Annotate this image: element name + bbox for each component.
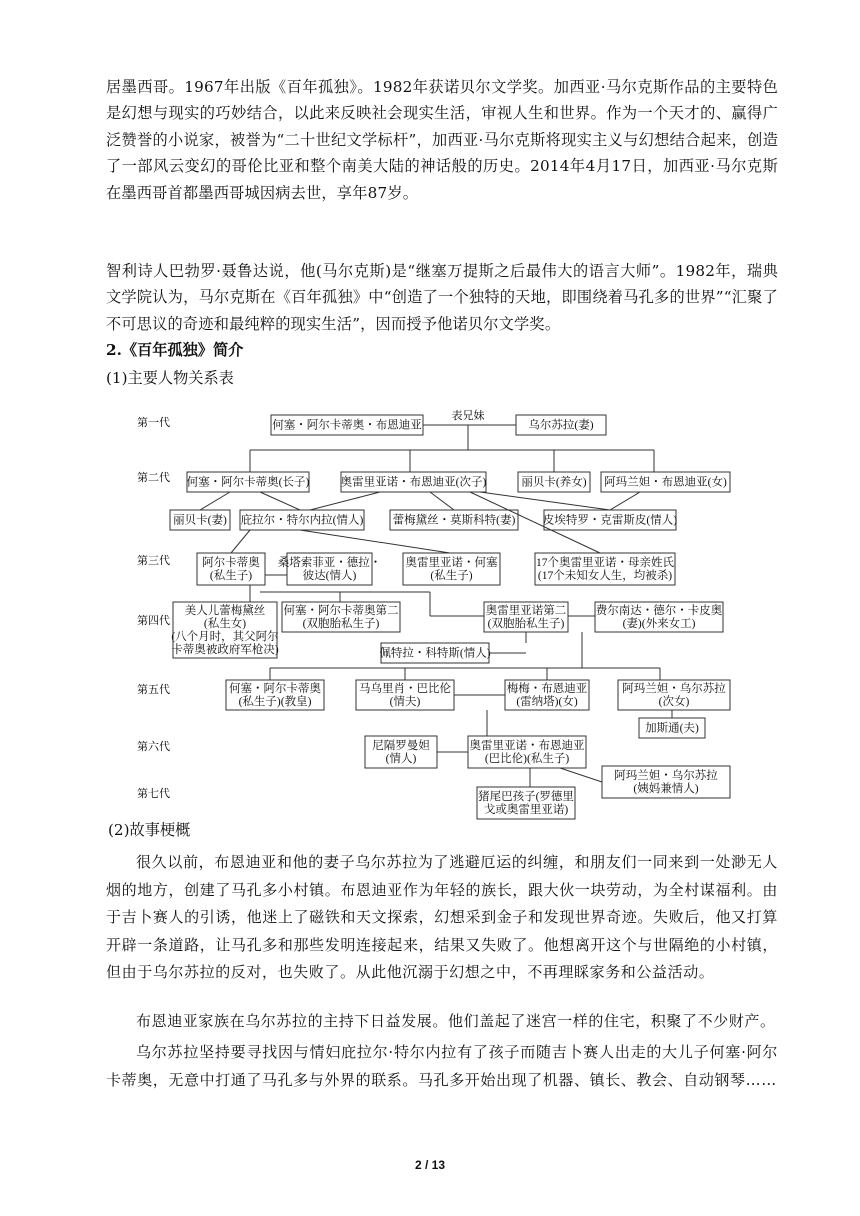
- page-number: 2 / 13: [414, 1158, 446, 1172]
- person-node-g3-aoh: [403, 553, 500, 585]
- svg-text:丽贝卡(养女): 丽贝卡(养女): [521, 476, 587, 489]
- svg-text:(妻)(外来女工): (妻)(外来女工): [622, 618, 696, 630]
- svg-text:何塞・阿尔卡蒂奥第二: 何塞・阿尔卡蒂奥第二: [283, 605, 399, 617]
- subsection-story-summary: (2)故事梗概: [108, 821, 191, 839]
- svg-text:猪尾巴孩子(罗德里: 猪尾巴孩子(罗德里: [478, 791, 574, 803]
- bio-paragraph-2: 智利诗人巴勃罗·聂鲁达说，他(马尔克斯)是“继塞万提斯之后最伟大的语言大师”。1982年，瑞典文学院认为，马尔克斯在《百年孤独》中“创造了一个独特的天地，即围绕着马孔多的世界”“汇聚了不可思议的奇迹和最纯粹的现实生活”，因而授予他诺贝尔文学奖。: [106, 262, 778, 333]
- svg-text:阿尔卡蒂奥: 阿尔卡蒂奥: [202, 557, 260, 569]
- svg-text:(八个月时，其父阿尔: (八个月时，其父阿尔: [171, 631, 279, 643]
- person-node-g5-mei: [505, 680, 589, 710]
- person-node-g4-mei: [171, 602, 279, 658]
- person-node-g2-lib: [518, 472, 590, 492]
- generation-label: 第三代: [137, 555, 170, 567]
- relation-line: [260, 492, 300, 510]
- svg-text:桑塔索菲亚・德拉・: 桑塔索菲亚・德拉・: [277, 557, 382, 569]
- svg-text:(私生子): (私生子): [430, 570, 473, 582]
- person-node-g6-ao: [468, 736, 586, 768]
- svg-text:(情人): (情人): [385, 753, 417, 765]
- generation-label: 第六代: [137, 741, 170, 753]
- relation-line: [200, 492, 230, 510]
- svg-text:何塞・阿尔卡蒂奥: 何塞・阿尔卡蒂奥: [229, 683, 321, 695]
- person-node-g5-mawu: [356, 680, 454, 710]
- relation-line: [430, 492, 454, 510]
- person-node-g7-pig: [477, 787, 575, 819]
- relation-line: [480, 492, 610, 510]
- person-node-g2-libq: [170, 510, 230, 530]
- person-node-g2-ama: [601, 472, 730, 492]
- svg-text:彼达(情人): 彼达(情人): [302, 570, 357, 582]
- person-node-g2-rem: [390, 510, 518, 530]
- generation-label: 第五代: [137, 684, 170, 696]
- relation-line: [560, 768, 602, 782]
- svg-text:马乌里肖・巴比伦: 马乌里肖・巴比伦: [359, 683, 451, 695]
- svg-text:丽贝卡(妻): 丽贝卡(妻): [173, 514, 227, 527]
- person-node-g2-pil: [240, 510, 364, 530]
- svg-text:奥雷里亚诺・何塞: 奥雷里亚诺・何塞: [405, 557, 498, 569]
- svg-text:(私生子): (私生子): [209, 570, 253, 582]
- relation-line: [300, 530, 450, 553]
- person-node-g1-wu: [516, 415, 606, 435]
- story-paragraph-2: 布恩迪亚家族在乌尔苏拉的主持下日益发展。他们盖起了迷宫一样的住宅，积聚了不少财产。: [136, 1012, 776, 1030]
- person-node-g3-san: [278, 553, 382, 585]
- person-node-g6-ni: [365, 736, 437, 768]
- cousin-label: 表兄妹: [451, 410, 485, 422]
- svg-text:(次女): (次女): [658, 696, 690, 708]
- subsection-relation-table: (1)主要人物关系表: [106, 369, 234, 387]
- story-paragraph-1: 很久以前，布恩迪亚和他的妻子乌尔苏拉为了逃避厄运的纠缠，和朋友们一同来到一处渺无人烟的地方，创建了马孔多小村镇。布恩迪亚作为年轻的族长，跟大伙一块劳动，为全村谋福利。由于吉卜赛人的引诱，他迷上了磁铁和天文探索，幻想采到金子和发现世界奇迹。失败后，他又打算开辟一条道路，让马孔多和那些发明连接起来，结果又失败了。他想离开这个与世隔绝的小村镇，但由于乌尔苏拉的反对，也失败了。从此他沉溺于幻想之中，不再理睬家务和公益活动。: [106, 853, 778, 982]
- svg-text:奥雷里亚诺第二: 奥雷里亚诺第二: [485, 605, 567, 617]
- svg-text:(私生女): (私生女): [203, 618, 247, 630]
- relation-line: [231, 530, 250, 553]
- svg-text:(私生子)(教皇): (私生子)(教皇): [238, 696, 312, 708]
- svg-text:美人儿蕾梅黛丝: 美人儿蕾梅黛丝: [184, 605, 266, 617]
- section-title: 2.《百年孤独》简介: [106, 341, 244, 359]
- generation-label: 第七代: [137, 788, 170, 800]
- person-node-g4-pei: [379, 643, 490, 663]
- generation-label: 第二代: [137, 472, 170, 484]
- story-paragraph-3: 乌尔苏拉坚持要寻找因与情妇庇拉尔·特尔内拉有了孩子而随吉卜赛人出走的大儿子何塞·阿尔卡蒂奥，无意中打通了马孔多与外界的联系。马孔多开始出现了机器、镇长、教会、自动钢琴……: [106, 1043, 778, 1089]
- person-node-g2-hej: [187, 472, 310, 492]
- svg-text:戈或奥雷里亚诺): 戈或奥雷里亚诺): [483, 804, 569, 816]
- svg-text:何塞・阿尔卡蒂奥(长子): 何塞・阿尔卡蒂奥(长子): [186, 476, 310, 489]
- person-node-g5-hej: [226, 680, 324, 710]
- person-node-g2-aol: [341, 472, 487, 492]
- person-node-g3-arc: [197, 553, 265, 585]
- svg-text:加斯通(夫): 加斯通(夫): [645, 722, 699, 735]
- person-node-g3-17: [535, 553, 675, 585]
- svg-text:皮埃特罗・克雷斯皮(情人): 皮埃特罗・克雷斯皮(情人): [542, 514, 678, 527]
- person-node-g4-aotw: [484, 602, 568, 632]
- svg-text:(雷纳塔)(女): (雷纳塔)(女): [516, 696, 578, 708]
- svg-text:蕾梅黛丝・莫斯科特(妻): 蕾梅黛丝・莫斯科特(妻): [392, 514, 516, 527]
- svg-text:何塞・阿尔卡蒂奥・布恩迪亚: 何塞・阿尔卡蒂奥・布恩迪亚: [272, 419, 422, 432]
- bio-paragraph-1: 居墨西哥。1967年出版《百年孤独》。1982年获诺贝尔文学奖。加西亚·马尔克斯作品的主要特色是幻想与现实的巧妙结合，以此来反映社会现实生活，审视人生和世界。作为一个天才的、赢得广泛赞誉的小说家，被誉为“二十世纪文学标杆”，加西亚·马尔克斯将现实主义与幻想结合起来，创造了一部风云变幻的哥伦比亚和整个南美大陆的神话般的历史。2014年4月17日，加西亚·马尔克斯在墨西哥首都墨西哥城因病去世，享年87岁。: [106, 78, 778, 202]
- person-node-g4-hetw: [282, 602, 400, 632]
- svg-text:尼隔罗曼妲: 尼隔罗曼妲: [372, 740, 430, 752]
- svg-text:(姨妈兼情人): (姨妈兼情人): [633, 783, 699, 795]
- svg-text:阿玛兰妲・布恩迪亚(女): 阿玛兰妲・布恩迪亚(女): [604, 476, 727, 489]
- svg-text:奥雷里亚诺・布恩迪亚(次子): 奥雷里亚诺・布恩迪亚(次子): [340, 476, 487, 489]
- svg-text:(巴比伦)(私生子): (巴比伦)(私生子): [484, 753, 570, 765]
- generation-label: 第一代: [137, 417, 170, 429]
- person-node-g4-fei: [595, 602, 723, 632]
- svg-text:卡蒂奥被政府军枪决): 卡蒂奥被政府军枪决): [171, 644, 279, 656]
- generation-label: 第四代: [137, 615, 170, 627]
- svg-text:乌尔苏拉(妻): 乌尔苏拉(妻): [528, 419, 594, 432]
- svg-text:(双胞胎私生子): (双胞胎私生子): [302, 618, 380, 630]
- svg-text:阿玛兰妲・乌尔苏拉: 阿玛兰妲・乌尔苏拉: [614, 770, 718, 782]
- person-node-g5-ama: [618, 680, 730, 710]
- person-node-g6-ama: [602, 766, 730, 798]
- svg-text:17个奥雷里亚诺・母亲姓氏: 17个奥雷里亚诺・母亲姓氏: [536, 557, 674, 569]
- svg-text:(双胞胎私生子): (双胞胎私生子): [487, 618, 565, 630]
- svg-text:庇拉尔・特尔内拉(情人): 庇拉尔・特尔内拉(情人): [240, 514, 364, 527]
- relation-line: [610, 492, 640, 510]
- person-node-g2-pie: [543, 510, 677, 530]
- svg-text:费尔南达・德尔・卡皮奥: 费尔南达・德尔・卡皮奥: [595, 605, 723, 617]
- svg-text:(17个未知女人生，均被杀): (17个未知女人生，均被杀): [537, 570, 673, 582]
- svg-text:佩特拉・科特斯(情人): 佩特拉・科特斯(情人): [379, 647, 491, 660]
- svg-text:(情夫): (情夫): [389, 696, 421, 708]
- person-node-g5-jia: [639, 718, 705, 738]
- relation-line: [310, 492, 380, 510]
- svg-text:奥雷里亚诺・布恩迪亚: 奥雷里亚诺・布恩迪亚: [469, 740, 585, 752]
- svg-text:梅梅・布恩迪亚: 梅梅・布恩迪亚: [506, 683, 588, 695]
- svg-text:阿玛兰妲・乌尔苏拉: 阿玛兰妲・乌尔苏拉: [622, 683, 726, 695]
- person-node-g1-he: [271, 415, 423, 435]
